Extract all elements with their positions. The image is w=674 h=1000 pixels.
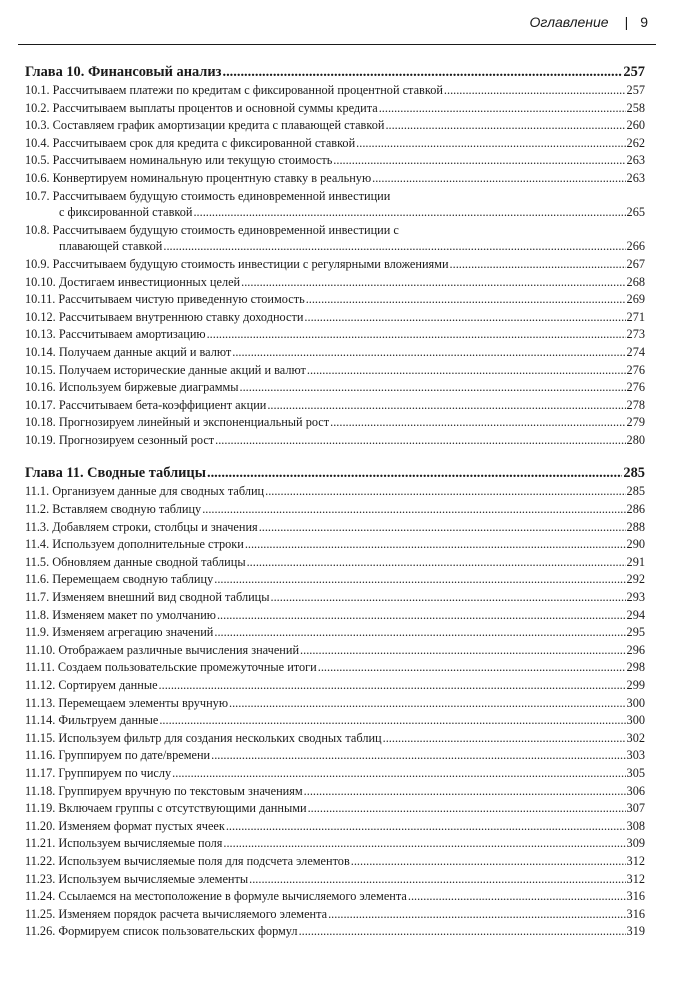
toc-entry[interactable] xyxy=(25,379,645,397)
dot-leader xyxy=(241,274,625,292)
toc-entry-title: 11.2. Вставляем сводную таблицу xyxy=(25,502,202,517)
toc-entry-page-number: 266 xyxy=(626,239,645,254)
toc-entry-title: 10.13. Рассчитываем амортизацию xyxy=(25,327,206,342)
toc-entry-page-number: 300 xyxy=(626,695,645,710)
toc-entry[interactable] xyxy=(25,536,645,554)
toc-entry-title: 10.3. Составляем график амортизации кредита с плавающей ставкой xyxy=(25,118,385,133)
dot-leader xyxy=(265,483,625,501)
dot-leader xyxy=(163,238,625,256)
toc-entry[interactable] xyxy=(25,519,645,537)
toc-entry-title-continued: плавающей ставкой xyxy=(59,239,163,254)
toc-entry-title: 11.12. Сортируем данные xyxy=(25,678,158,692)
toc-entry[interactable] xyxy=(25,152,645,170)
toc-entry-title: 10.19. Прогнозируем сезонный рост xyxy=(25,432,215,447)
toc-entry-page-number: 274 xyxy=(626,344,645,359)
chapter-page-number: 257 xyxy=(623,64,645,80)
toc-entry-title: 11.16. Группируем по дате/времени xyxy=(25,748,211,763)
toc-entry[interactable] xyxy=(25,835,645,853)
toc-entry[interactable] xyxy=(25,624,645,642)
toc-entry[interactable] xyxy=(25,589,645,607)
toc-entry[interactable] xyxy=(25,309,645,327)
toc-entry-title: 11.26. Формируем список пользовательских формул xyxy=(25,924,298,939)
toc-entry-page-number: 265 xyxy=(626,205,645,220)
dot-leader xyxy=(226,818,626,836)
dot-leader xyxy=(330,414,625,432)
toc-entry-page-number: 312 xyxy=(626,871,645,886)
toc-entry-page-number: 278 xyxy=(626,397,645,412)
toc-entry[interactable] xyxy=(25,501,645,519)
toc-entry-page-number: 258 xyxy=(626,100,645,115)
toc-entry-title: 10.11. Рассчитываем чистую приведенную стоимость xyxy=(25,292,305,307)
toc-entry-page-number: 316 xyxy=(626,889,645,904)
dot-leader xyxy=(223,835,625,853)
toc-entry[interactable] xyxy=(25,818,645,836)
toc-entry-page-number: 279 xyxy=(626,415,645,430)
toc-entry[interactable] xyxy=(25,238,645,256)
dot-leader xyxy=(356,135,625,153)
toc-entry-page-number: 293 xyxy=(626,590,645,605)
toc-entry-page-number: 298 xyxy=(626,660,645,675)
toc-entry[interactable] xyxy=(25,204,645,222)
dot-leader xyxy=(408,888,626,906)
toc-entry[interactable] xyxy=(25,800,645,818)
toc-entry-title: 10.6. Конвертируем номинальную процентную ставку в реальную xyxy=(25,170,372,185)
toc-entry-title: 10.18. Прогнозируем линейный и экспоненциальный рост xyxy=(25,415,330,430)
toc-entry[interactable] xyxy=(25,607,645,625)
toc-entry-title: 11.20. Изменяем формат пустых ячеек xyxy=(25,818,225,833)
dot-leader xyxy=(193,204,625,222)
toc-entry-title: 11.1. Организуем данные для сводных таблиц xyxy=(25,484,265,499)
dot-leader xyxy=(328,906,625,924)
toc-entry[interactable] xyxy=(25,888,645,906)
dot-leader xyxy=(159,677,626,695)
dot-leader xyxy=(249,871,625,889)
toc-entry-page-number: 300 xyxy=(626,713,645,728)
dot-leader xyxy=(351,853,626,871)
dot-leader xyxy=(308,800,626,818)
toc-entry-page-number: 303 xyxy=(626,748,645,763)
toc-entry-title: 11.17. Группируем по числу xyxy=(25,765,172,780)
chapter-section xyxy=(25,63,645,449)
dot-leader xyxy=(214,571,625,589)
running-header xyxy=(18,0,656,45)
dot-leader xyxy=(385,117,625,135)
toc-entry-title: 11.3. Добавляем строки, столбцы и значения xyxy=(25,519,258,534)
toc-entry-title: 11.14. Фильтруем данные xyxy=(25,713,159,728)
toc-entry-title: 11.8. Изменяем макет по умолчанию xyxy=(25,607,216,622)
dot-leader xyxy=(240,379,626,397)
toc-entry-title: 11.6. Перемещаем сводную таблицу xyxy=(25,572,214,587)
toc-entry[interactable] xyxy=(25,432,645,450)
chapter-page-number: 285 xyxy=(623,465,645,482)
toc-entry-page-number: 309 xyxy=(626,836,645,851)
toc-entry[interactable] xyxy=(25,82,645,100)
toc-entry[interactable] xyxy=(25,362,645,380)
dot-leader xyxy=(222,63,622,82)
dot-leader xyxy=(379,100,626,118)
toc-entry[interactable] xyxy=(25,923,645,941)
toc-entry-page-number: 305 xyxy=(626,765,645,780)
toc-entry[interactable] xyxy=(25,483,645,501)
dot-leader xyxy=(318,659,626,677)
dot-leader xyxy=(333,152,625,170)
toc-entry-title: 11.4. Используем дополнительные строки xyxy=(25,537,244,552)
toc-entry[interactable] xyxy=(25,256,645,274)
dot-leader xyxy=(159,712,625,730)
toc-entry[interactable] xyxy=(25,730,645,748)
toc-entry-page-number: 306 xyxy=(626,783,645,798)
toc-entry-page-number: 286 xyxy=(626,502,645,517)
toc-entry-title-continued: с фиксированной ставкой xyxy=(59,205,193,220)
toc-entry-page-number: 260 xyxy=(626,118,645,133)
toc-entry-page-number: 268 xyxy=(626,274,645,289)
toc-entry[interactable] xyxy=(25,571,645,589)
toc-entry-title: 11.19. Включаем группы с отсутствующими данными xyxy=(25,801,307,816)
toc-entry[interactable] xyxy=(25,642,645,660)
toc-entry-title: 10.15. Получаем исторические данные акций и валют xyxy=(25,362,306,377)
toc-entry-page-number: 269 xyxy=(626,292,645,307)
dot-leader xyxy=(372,170,625,188)
toc-entry-title: 10.16. Используем биржевые диаграммы xyxy=(25,380,239,395)
toc-entry[interactable] xyxy=(25,659,645,677)
toc-entry-title: 11.25. Изменяем порядок расчета вычисляемого элемента xyxy=(25,906,328,921)
toc-entry-page-number: 295 xyxy=(626,625,645,640)
toc-entry-title: 11.13. Перемещаем элементы вручную xyxy=(25,695,229,710)
chapter-section xyxy=(25,464,645,940)
toc-entry[interactable] xyxy=(25,291,645,309)
toc-entry-line[interactable] xyxy=(25,188,645,205)
toc-entry-page-number: 288 xyxy=(626,519,645,534)
dot-leader xyxy=(300,642,626,660)
toc-entry-page-number: 312 xyxy=(626,853,645,868)
dot-leader xyxy=(307,362,626,380)
dot-leader xyxy=(271,589,626,607)
dot-leader xyxy=(245,536,626,554)
toc-entry-title: 10.5. Рассчитываем номинальную или текущую стоимость xyxy=(25,153,333,168)
toc-entry-title: 10.17. Рассчитываем бета-коэффициент акции xyxy=(25,397,267,412)
toc-entry-title: 11.11. Создаем пользовательские промежуточные итоги xyxy=(25,660,317,675)
chapter-heading[interactable] xyxy=(25,63,645,82)
toc-entry-title: 11.23. Используем вычисляемые элементы xyxy=(25,871,249,886)
toc-entry[interactable] xyxy=(25,344,645,362)
dot-leader xyxy=(444,82,626,100)
toc-entry-page-number: 296 xyxy=(626,642,645,657)
toc-entry-page-number: 302 xyxy=(626,730,645,745)
toc-entry-page-number: 299 xyxy=(626,678,645,692)
toc-entry-title: 11.15. Используем фильтр для создания нескольких сводных таблиц xyxy=(25,730,382,745)
dot-leader xyxy=(304,309,625,327)
toc-entry-title: 10.4. Рассчитываем срок для кредита с фиксированной ставкой xyxy=(25,135,356,150)
toc-entry-page-number: 276 xyxy=(626,380,645,395)
chapter-heading[interactable] xyxy=(25,464,645,483)
toc-entry[interactable] xyxy=(25,554,645,572)
toc-entry-title: 10.10. Достигаем инвестиционных целей xyxy=(25,274,241,289)
toc-entry[interactable] xyxy=(25,853,645,871)
toc-entry-page-number: 307 xyxy=(626,801,645,816)
toc-entry[interactable] xyxy=(25,135,645,153)
toc-entry[interactable] xyxy=(25,100,645,118)
dot-leader xyxy=(383,730,626,748)
toc-entry-page-number: 290 xyxy=(626,537,645,552)
dot-leader xyxy=(267,397,625,415)
toc-entry[interactable] xyxy=(25,765,645,783)
header-page-number: 9 xyxy=(640,14,648,30)
dot-leader xyxy=(207,464,622,483)
toc-entry[interactable] xyxy=(25,783,645,801)
toc-entry-page-number: 263 xyxy=(626,170,645,185)
toc-entry[interactable] xyxy=(25,414,645,432)
table-of-contents xyxy=(25,63,645,956)
toc-entry-title: 11.9. Изменяем агрегацию значений xyxy=(25,625,214,640)
toc-entry[interactable] xyxy=(25,397,645,415)
toc-entry-page-number: 276 xyxy=(626,362,645,377)
toc-entry-page-number: 291 xyxy=(626,554,645,569)
chapter-title: Глава 10. Финансовый анализ xyxy=(25,64,222,80)
chapter-title: Глава 11. Сводные таблицы xyxy=(25,465,206,482)
toc-entry-page-number: 257 xyxy=(626,83,645,97)
dot-leader xyxy=(229,695,626,713)
toc-entry[interactable] xyxy=(25,906,645,924)
toc-entry[interactable] xyxy=(25,677,645,695)
toc-entry-title: 10.1. Рассчитываем платежи по кредитам с фиксированной процентной ставкой xyxy=(25,83,443,97)
dot-leader xyxy=(172,765,625,783)
toc-entry-title: 10.9. Рассчитываем будущую стоимость инвестиции с регулярными вложениями xyxy=(25,256,449,271)
dot-leader xyxy=(202,501,625,519)
dot-leader xyxy=(215,432,625,450)
toc-entry-page-number: 271 xyxy=(626,309,645,324)
toc-entry-title: 11.21. Используем вычисляемые поля xyxy=(25,836,223,851)
dot-leader xyxy=(211,747,625,765)
toc-entry-page-number: 316 xyxy=(626,906,645,921)
toc-entry-page-number: 308 xyxy=(626,818,645,833)
dot-leader xyxy=(304,783,626,801)
toc-entry-line[interactable] xyxy=(25,222,645,239)
toc-entry-page-number: 263 xyxy=(626,153,645,168)
dot-leader xyxy=(450,256,626,274)
toc-entry-title: 11.22. Используем вычисляемые поля для подсчета элементов xyxy=(25,853,350,868)
toc-entry-page-number: 267 xyxy=(626,256,645,271)
toc-entry[interactable] xyxy=(25,117,645,135)
toc-entry-title: 11.18. Группируем вручную по текстовым значениям xyxy=(25,783,303,798)
toc-entry-title: 11.10. Отображаем различные вычисления значений xyxy=(25,642,300,657)
dot-leader xyxy=(217,607,626,625)
dot-leader xyxy=(299,923,626,941)
dot-leader xyxy=(247,554,626,572)
toc-entry-page-number: 273 xyxy=(626,327,645,342)
toc-entry-title: 10.12. Рассчитываем внутреннюю ставку доходности xyxy=(25,309,304,324)
toc-entry-page-number: 280 xyxy=(626,432,645,447)
header-title: Оглавление xyxy=(529,14,609,30)
toc-entry[interactable] xyxy=(25,326,645,344)
header-separator: | xyxy=(624,14,629,30)
toc-entry[interactable] xyxy=(25,871,645,889)
toc-entry-page-number: 292 xyxy=(626,572,645,587)
toc-entry[interactable] xyxy=(25,695,645,713)
toc-entry[interactable] xyxy=(25,170,645,188)
toc-entry-title: 10.14. Получаем данные акций и валют xyxy=(25,344,232,359)
dot-leader xyxy=(214,624,625,642)
toc-entry-title: 10.2. Рассчитываем выплаты процентов и основной суммы кредита xyxy=(25,100,378,115)
toc-entry-title: 11.24. Ссылаемся на местоположение в формуле вычисляемого элемента xyxy=(25,889,407,904)
toc-entry-title: 10.8. Рассчитываем будущую стоимость единовременной инвестиции с xyxy=(25,222,399,237)
toc-entry-page-number: 319 xyxy=(626,924,645,939)
toc-entry-title: 11.7. Изменяем внешний вид сводной таблицы xyxy=(25,590,270,605)
toc-entry-page-number: 294 xyxy=(626,607,645,622)
toc-entry-page-number: 285 xyxy=(626,484,645,499)
toc-entry[interactable] xyxy=(25,274,645,292)
dot-leader xyxy=(259,519,626,537)
dot-leader xyxy=(306,291,626,309)
toc-entry-title: 10.7. Рассчитываем будущую стоимость единовременной инвестиции xyxy=(25,188,391,203)
dot-leader xyxy=(207,326,626,344)
toc-entry-title: 11.5. Обновляем данные сводной таблицы xyxy=(25,554,246,569)
toc-entry[interactable] xyxy=(25,747,645,765)
dot-leader xyxy=(232,344,625,362)
toc-entry-page-number: 262 xyxy=(626,135,645,150)
toc-entry[interactable] xyxy=(25,712,645,730)
